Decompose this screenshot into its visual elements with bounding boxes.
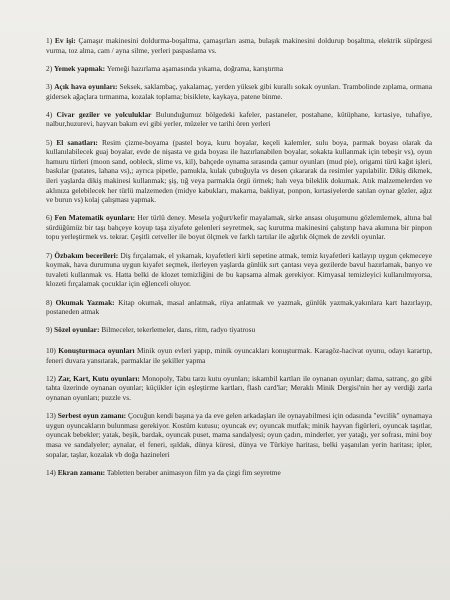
item-text: Kitap okumak, masal anlatmak, rüya anlatmak ve yazmak, günlük yazmak,yakınlara kart hazırlayıp, postaneden atmak	[46, 297, 433, 317]
list-item-9	[46, 325, 432, 335]
item-text: Seksek, saklambaç, yakalamaç, yerden yüksek gibi kurallı sokak oyunları. Trambolinde zıplama, ormana gidersek ağaçlara tırmanma, kozalak toplama; bisiklete, kaykaya, patene binme.	[46, 81, 432, 101]
item-title: Zar, Kart, Kutu oyunları:	[57, 373, 140, 383]
item-text: Diş fırçalamak, el yıkamak, kıyafetleri kirli sepetine atmak, temiz kıyafetleri katlayıp uygun çekmeceye koymak, hava durumuna uygun kıyafet seçmek, ilerleyen yaşlarda günlük sırt çantası veya gezilerde bavul hazırlamak, banyo ve tuvaleti kullanmak vs. Hatta belki de klozet temizliğini de bu kapsama almak gerekiyor. Kimyasal temizleyici kullanılmıyorsa, klozeti fırçalamak çocuklar için eğlenceli oluyor.	[46, 250, 432, 289]
list-item-8	[46, 298, 432, 317]
item-text: Tabletten beraber animasyon film ya da çizgi fim seyretme	[105, 467, 281, 477]
item-title: Açık hava oyunları:	[54, 81, 118, 91]
item-text: Bilmeceler, tekerlemeler, dans, ritm, radyo tiyatrosu	[99, 325, 256, 335]
item-title: Ev işi:	[54, 36, 76, 45]
item-number: 13)	[46, 411, 56, 421]
item-text: Çocuğun kendi başına ya da eve gelen arkadaşları ile oynayabilmesi için odasında "evcilik" oynamaya uygun oyuncakların bulunması gerekiyor. Kostüm kutusu; oyuncak ev; oyuncak mutfak; minik hayvan figürleri, oyuncak taşıtlar, oyuncak bebekler; yatak, beşik, bardak, oyuncak puset, mama sandalyesi; oyun çadırı, minderler, yer yatağı, yer sofrası, mini boy masa ve sandalyeler; aynalar, el feneri, ışıldak, dünya küresi, dünya ve Türkiye haritası, belki yaşanılan yerin haritası; ipler, sopalar, taşlar, kozalak vb doğa hazineleri	[46, 411, 432, 459]
activity-list	[46, 36, 432, 486]
item-number: 3)	[46, 81, 53, 91]
item-number: 14)	[46, 467, 56, 477]
item-number: 1)	[46, 36, 53, 45]
item-text: Minik oyun evleri yapıp, minik oyuncakları konuşturmak. Karagöz-hacivat oyunu, odayı karartıp, feneri duvara yansıtarak, parmaklar ile şekiller yapma	[46, 346, 432, 365]
list-item-4	[46, 110, 432, 129]
list-item-7	[46, 251, 432, 289]
list-item-14	[46, 468, 432, 478]
item-number: 5)	[46, 137, 53, 147]
list-item-12	[46, 374, 432, 403]
item-title: Serbest oyun zamanı:	[57, 411, 127, 421]
item-title: Okumak Yazmak:	[55, 297, 115, 307]
item-number: 6)	[46, 213, 53, 223]
list-item-3	[46, 82, 432, 101]
item-number: 7)	[46, 250, 53, 260]
item-title: El sanatları:	[56, 137, 98, 147]
list-item-1	[46, 36, 432, 55]
list-item-5	[46, 138, 432, 205]
list-item-6	[46, 213, 432, 242]
item-text: Resim çizme-boyama (pastel boya, kuru boyalar, keçeli kalemler, sulu boya, parmak boyası olarak da kullanılabilecek guaj boyalar, evde de nişasta ve gıda boyası ile hazırlanabilen boyalar, sokakta kullanmak için tebeşir vs), oyun hamuru türleri (moon sand, oobleck, slime vs, kil), bahçede oynama sırasında çamur oyunları (mud pie), origami türü kağıt işleri, baskılar (patates, lahana vs),; ayrıca pipetle, pamukla, kulak çubuğuyla vs desen çıkararak da resimler yapılabilir. Dikiş dikmek, ileri yaşlarda dikiş makinesi kullanmak; şiş, tığ veya parmakla örgü örmek; halı veya bileklik dokumak. Atık malzemelerden ve aklınıza gelebilecek her türlü malzemeden (midye kabukları, makarna, bakliyat, ponpon, kırtasiyelerde satılan oynar gözler, ağız ve burun vs) kolaj çalışması yapmak.	[46, 137, 432, 205]
item-title: Fen Matematik oyunları:	[54, 213, 136, 223]
item-number: 12)	[46, 373, 56, 383]
list-item-10	[46, 346, 432, 365]
item-text: Her türlü deney. Mesela yoğurt/kefir mayalamak, sirke ansası oluşumunu gözlemlemek, altına bal sürdüğümüz bir taşı bahçeye koyup taşa ziyafete gelenleri seyretmek, saç kurutma makinesini çalıştırıp hava akımına bir pinpon topu yerleştirmek vs. tekrar. Çeşitli cetveller ile boyut ölçmek ve farklı tartılar ile ağırlık ölçmek de zevkli oyunlar.	[46, 213, 432, 242]
item-text: Yemeği hazırlama aşamasında yıkama, doğrama, karıştırma	[105, 63, 284, 73]
item-number: 2)	[46, 63, 53, 73]
item-text: Çamaşır makinesini doldurma-boşaltma, çamaşırları asma, bulaşık makinesini doldurup boşaltma, elektrik süpürgesi vurma, toz alma, cam / ayna silme, yerleri paspaslama vs.	[46, 36, 432, 55]
item-text: Bulunduğumuz bölgedeki kafeler, pastaneler, postahane, kütüphane, kırtasiye, tuhafiye, nalbur,huzurevi, hayvan bakım evi gibi yerler, müzeler ve tarihi ören yerleri	[46, 109, 432, 129]
list-item-2	[46, 64, 432, 74]
item-number: 10)	[46, 346, 56, 355]
item-title: Yemek yapmak:	[54, 63, 106, 73]
item-text: Monopoly, Tabu tarzı kutu oyunları; iskambil kartları ile oynanan oyunlar; dama, satranç, go gibi tahta üzerinde oynanan oyunlar; küçükler için eşleştirme kartları, flash card'lar; Meraklı Minik Dergisi'nin her ay verdiği zarla oynanan oyunları; puzzle vs.	[46, 373, 432, 402]
item-number: 9)	[46, 325, 53, 335]
item-number: 4)	[46, 109, 53, 119]
item-title: Civar geziler ve yolculuklar	[56, 109, 152, 119]
item-title: Özbakım becerileri:	[54, 250, 119, 260]
item-title: Sözel oyunlar:	[54, 325, 100, 335]
item-title: Ekran zamanı:	[57, 467, 106, 477]
list-item-13	[46, 411, 432, 459]
item-title: Konuşturmaca oyunları	[58, 346, 135, 355]
item-number: 8)	[46, 297, 53, 307]
